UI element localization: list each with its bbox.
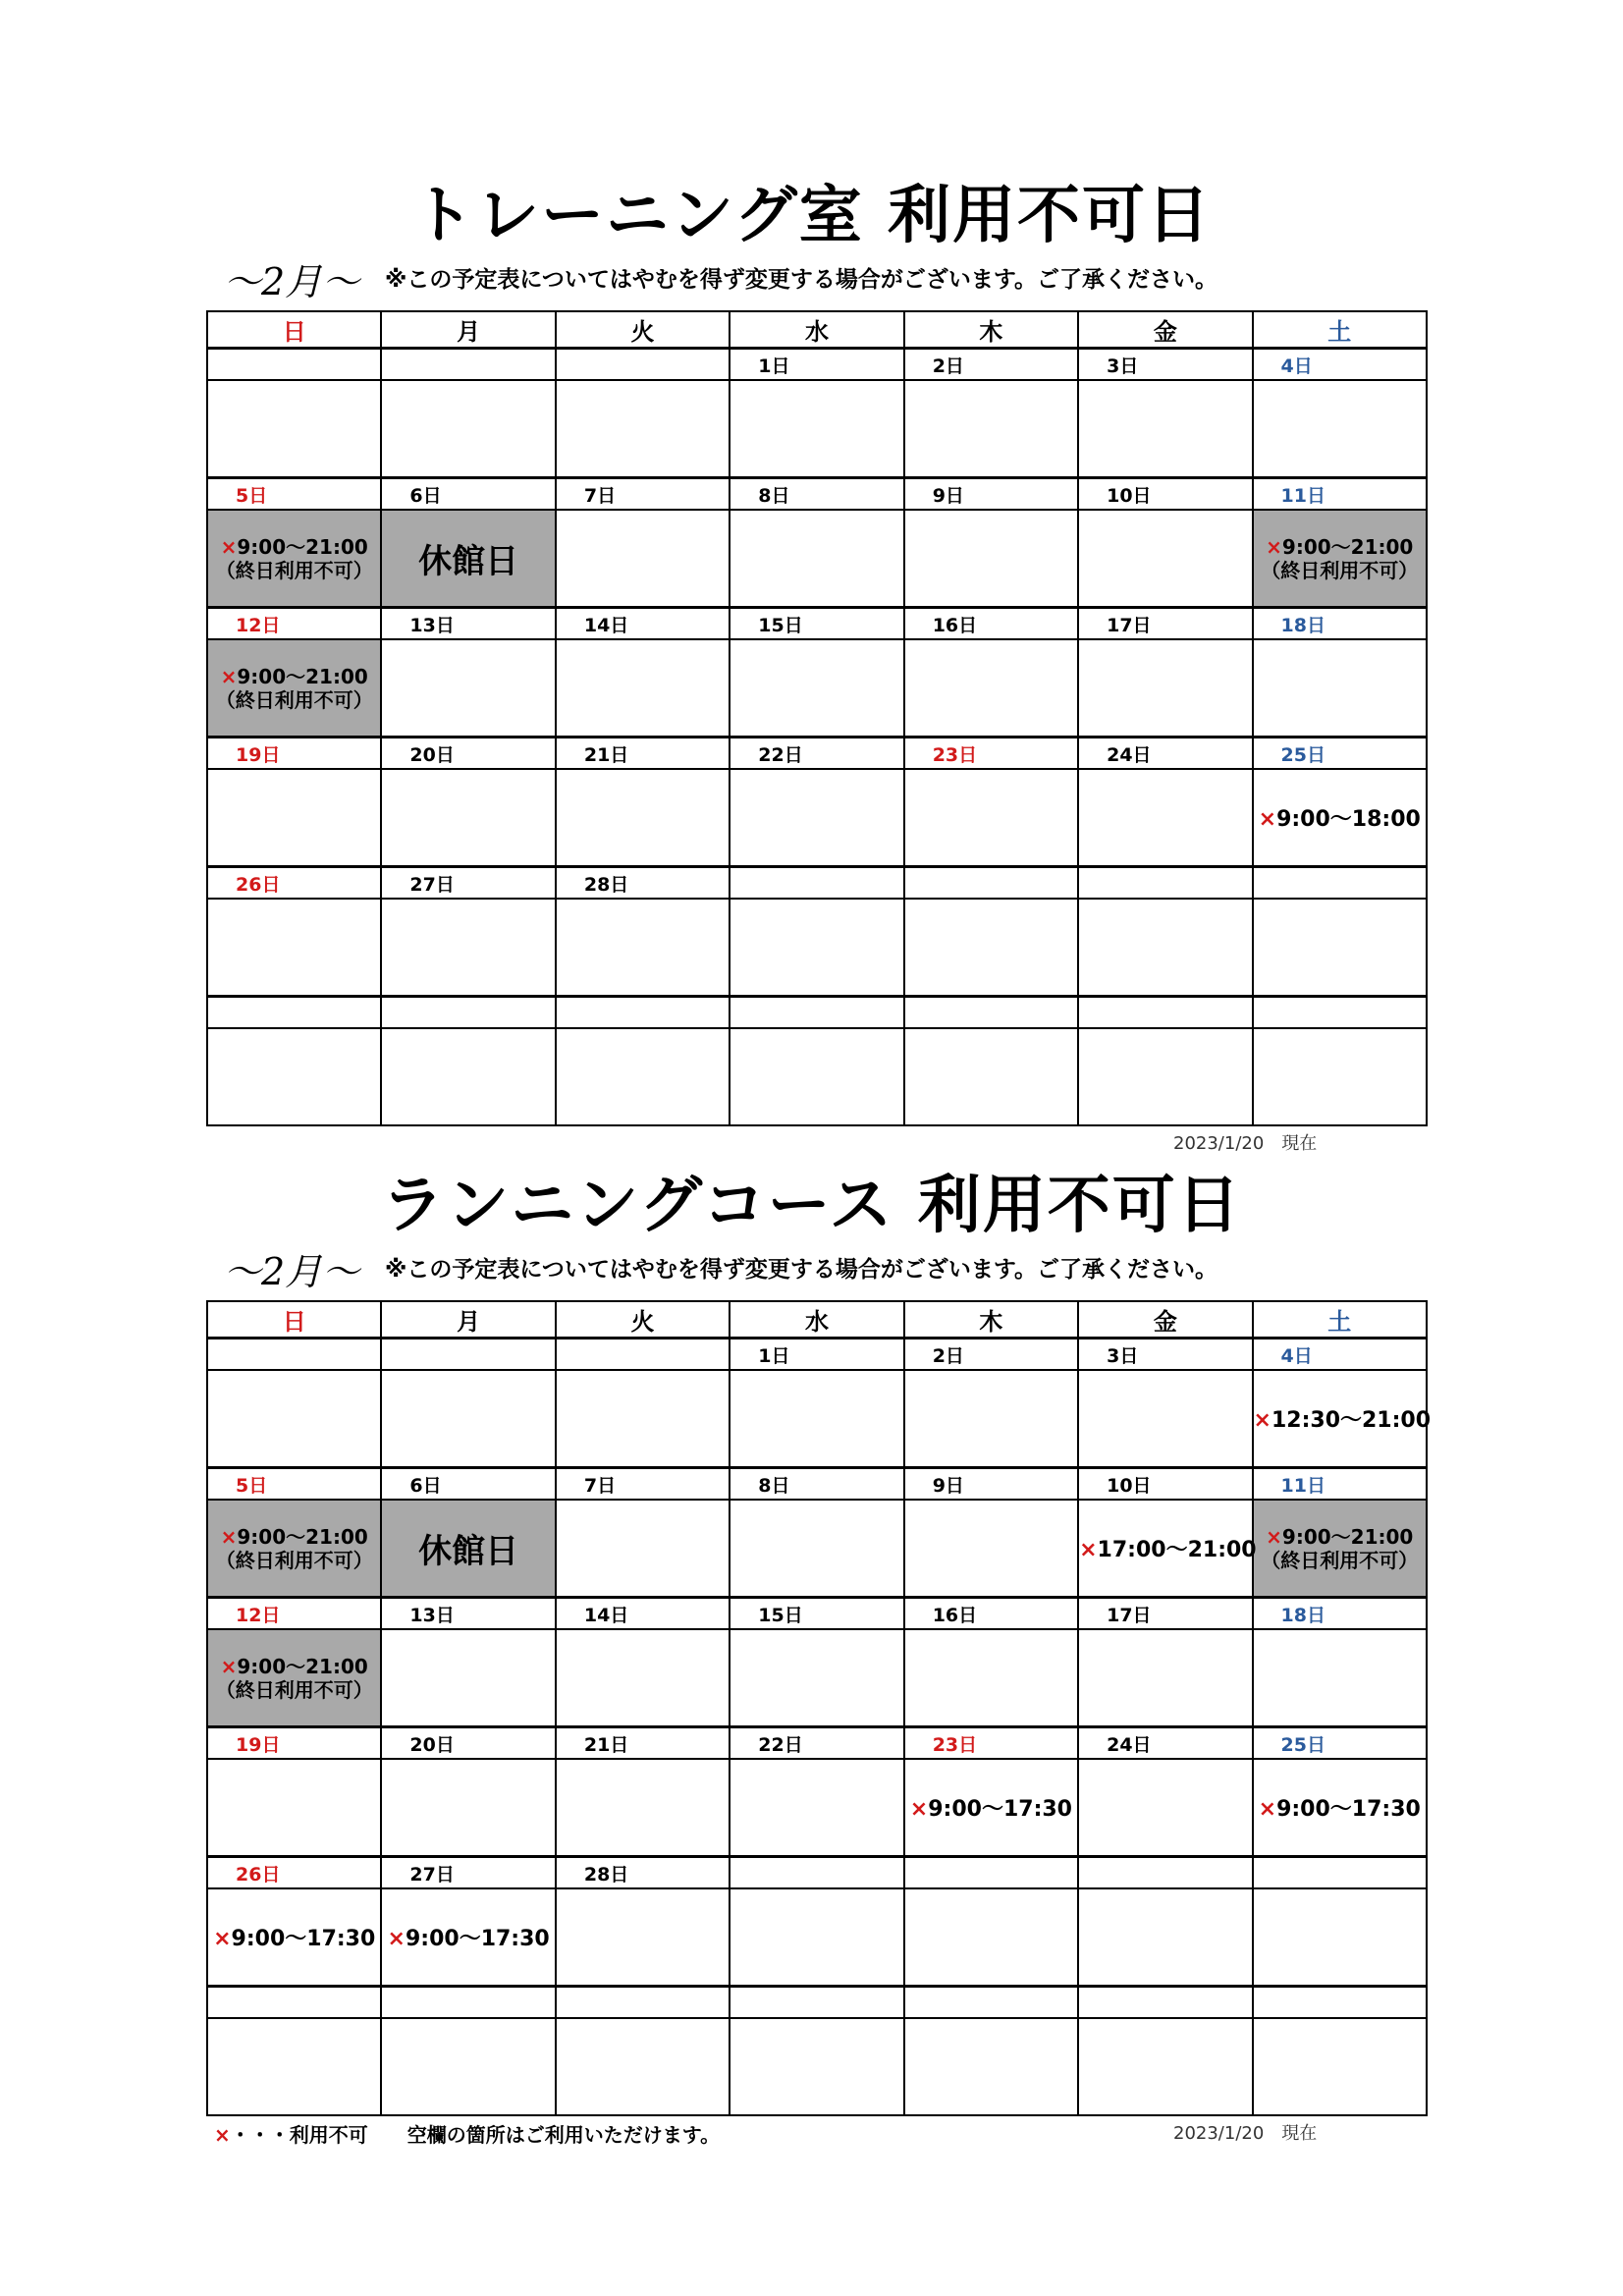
date-label: 12日 [207, 608, 381, 640]
day-cell [730, 2018, 903, 2115]
date-label: 22日 [730, 738, 903, 770]
date-label [381, 997, 555, 1029]
date-label: 19日 [207, 1727, 381, 1760]
legend-blank-text: 空欄の箇所はご利用いただけます。 [406, 2123, 721, 2147]
calendar-week [207, 1339, 1432, 1468]
day-cell [730, 1500, 903, 1598]
calendar-week [207, 1598, 1427, 1727]
date-label [381, 349, 555, 381]
date-label [1078, 1857, 1252, 1889]
date-label: 21日 [556, 738, 730, 770]
legend-mark-text: ・・・利用不可 [230, 2123, 368, 2147]
day-cell [904, 1370, 1078, 1468]
date-label [1078, 1987, 1252, 2019]
date-label [904, 997, 1078, 1029]
weekday-header: 木 [904, 311, 1078, 349]
day-cell [1253, 2018, 1427, 2115]
day-cell [1253, 1629, 1427, 1727]
weekday-header: 水 [730, 1301, 903, 1339]
day-cell [1078, 639, 1252, 738]
day-cell [904, 1759, 1078, 1857]
day-cell [1253, 639, 1427, 738]
date-label: 12日 [207, 1598, 381, 1630]
day-cell [381, 1759, 555, 1857]
date-label: 19日 [207, 738, 381, 770]
date-label [381, 1987, 555, 2019]
date-label: 21日 [556, 1727, 730, 1760]
day-cell [207, 1629, 381, 1727]
date-label [730, 1987, 903, 2019]
closed-day-label: 休館日 [418, 542, 519, 581]
weekday-header: 日 [207, 311, 381, 349]
training-as-of: 2023/1/20 現在 [1173, 1133, 1318, 1154]
day-cell [904, 380, 1078, 478]
day-cell [556, 899, 730, 997]
date-label: 3日 [1078, 1339, 1252, 1371]
date-label: 2日 [904, 1339, 1078, 1371]
day-cell [556, 1370, 730, 1468]
date-label: 24日 [1078, 1727, 1252, 1760]
date-label: 18日 [1253, 608, 1427, 640]
unavailable-time: ×12:30～21:00 [1253, 1408, 1432, 1433]
date-label [207, 997, 381, 1029]
day-cell [207, 1759, 381, 1857]
running-calendar [206, 1300, 1432, 2116]
date-label: 13日 [381, 608, 555, 640]
date-label: 11日 [1253, 478, 1427, 511]
calendar-week [207, 608, 1427, 738]
day-cell [904, 639, 1078, 738]
day-cell [1078, 1759, 1252, 1857]
date-label: 13日 [381, 1598, 555, 1630]
date-label: 8日 [730, 1468, 903, 1501]
calendar-week [207, 738, 1427, 867]
date-label: 18日 [1253, 1598, 1427, 1630]
day-cell [207, 510, 381, 608]
calendar-week [207, 1468, 1427, 1598]
date-label [556, 997, 730, 1029]
day-cell [1078, 1370, 1252, 1468]
date-label: 22日 [730, 1727, 903, 1760]
day-cell [556, 2018, 730, 2115]
day-cell [556, 1759, 730, 1857]
day-cell [381, 1500, 555, 1598]
day-cell [207, 1370, 381, 1468]
running-as-of: 2023/1/20 現在 [1173, 2123, 1318, 2144]
date-label: 5日 [207, 1468, 381, 1501]
date-label: 17日 [1078, 1598, 1252, 1630]
legend-mark: × [214, 2123, 231, 2147]
unavailable-time: ×9:00～17:30 [213, 1927, 376, 1951]
day-cell [730, 510, 903, 608]
date-label: 28日 [556, 867, 730, 900]
date-label: 6日 [381, 478, 555, 511]
date-label: 5日 [207, 478, 381, 511]
weekday-header: 金 [1078, 1301, 1252, 1339]
calendar-week [207, 478, 1427, 608]
unavailable-all-day: ×9:00～21:00 （終日利用不可） [1261, 534, 1419, 582]
calendar-week [207, 1987, 1427, 2116]
date-label [207, 1987, 381, 2019]
date-label [904, 1857, 1078, 1889]
date-label [730, 1857, 903, 1889]
day-cell [1253, 1370, 1432, 1468]
date-label: 1日 [730, 349, 903, 381]
day-cell [556, 1028, 730, 1125]
training-note: ※この予定表についてはやむを得ず変更する場合がございます。ご了承ください。 [385, 267, 1218, 293]
day-cell [1253, 1500, 1427, 1598]
date-label [556, 1987, 730, 2019]
day-cell [1078, 510, 1252, 608]
day-cell [730, 1370, 903, 1468]
weekday-header: 金 [1078, 311, 1252, 349]
day-cell [381, 639, 555, 738]
date-label: 16日 [904, 608, 1078, 640]
date-label: 15日 [730, 608, 903, 640]
day-cell [1078, 380, 1252, 478]
date-label [904, 867, 1078, 900]
date-label: 15日 [730, 1598, 903, 1630]
day-cell [904, 2018, 1078, 2115]
day-cell [207, 899, 381, 997]
unavailable-all-day: ×9:00～21:00 （終日利用不可） [1261, 1524, 1419, 1572]
date-label: 23日 [904, 738, 1078, 770]
day-cell [207, 769, 381, 867]
date-label: 1日 [730, 1339, 903, 1371]
day-cell [1078, 1028, 1252, 1125]
date-label [1078, 867, 1252, 900]
day-cell [381, 380, 555, 478]
day-cell [381, 2018, 555, 2115]
day-cell [1253, 899, 1427, 997]
date-label: 14日 [556, 1598, 730, 1630]
date-label [556, 349, 730, 381]
unavailable-all-day: ×9:00～21:00 （終日利用不可） [215, 1654, 373, 1702]
day-cell [1078, 899, 1252, 997]
day-cell [904, 1028, 1078, 1125]
date-label: 17日 [1078, 608, 1252, 640]
unavailable-all-day: ×9:00～21:00 （終日利用不可） [215, 1524, 373, 1572]
day-cell [1253, 769, 1427, 867]
running-note: ※この予定表についてはやむを得ず変更する場合がございます。ご了承ください。 [385, 1257, 1218, 1283]
date-label: 14日 [556, 608, 730, 640]
date-label: 4日 [1253, 349, 1427, 381]
day-cell [381, 510, 555, 608]
day-cell [207, 2018, 381, 2115]
date-label: 8日 [730, 478, 903, 511]
day-cell [730, 1629, 903, 1727]
date-label [1253, 997, 1427, 1029]
day-cell [1253, 1888, 1427, 1987]
weekday-header: 火 [556, 1301, 730, 1339]
unavailable-time: ×17:00～21:00 [1079, 1538, 1257, 1562]
date-label: 3日 [1078, 349, 1252, 381]
day-cell [556, 769, 730, 867]
day-cell [1253, 1028, 1427, 1125]
date-label: 9日 [904, 1468, 1078, 1501]
day-cell [556, 1629, 730, 1727]
date-label: 2日 [904, 349, 1078, 381]
day-cell [556, 1888, 730, 1987]
date-label [730, 867, 903, 900]
date-label: 28日 [556, 1857, 730, 1889]
day-cell [730, 899, 903, 997]
day-cell [1078, 1888, 1252, 1987]
weekday-header: 日 [207, 1301, 381, 1339]
date-label [1253, 1857, 1427, 1889]
date-label [1253, 867, 1427, 900]
date-label: 24日 [1078, 738, 1252, 770]
weekday-header: 土 [1253, 1301, 1427, 1339]
day-cell [556, 510, 730, 608]
date-label: 16日 [904, 1598, 1078, 1630]
legend [214, 2119, 720, 2148]
date-label [381, 1339, 555, 1371]
date-label: 10日 [1078, 1468, 1252, 1501]
day-cell [904, 1629, 1078, 1727]
day-cell [1078, 2018, 1252, 2115]
date-label [904, 1987, 1078, 2019]
day-cell [904, 1888, 1078, 1987]
day-cell [207, 380, 381, 478]
running-title: ランニングコース 利用不可日 [381, 1170, 1242, 1242]
day-cell [904, 1500, 1078, 1598]
date-label [1078, 997, 1252, 1029]
day-cell [381, 769, 555, 867]
date-label: 26日 [207, 867, 381, 900]
date-label: 7日 [556, 1468, 730, 1501]
date-label: 25日 [1253, 1727, 1427, 1760]
day-cell [730, 380, 903, 478]
training-calendar [206, 310, 1428, 1126]
unavailable-time: ×9:00～17:30 [387, 1927, 550, 1951]
day-cell [730, 769, 903, 867]
calendar-week [207, 1857, 1427, 1987]
day-cell [207, 639, 381, 738]
date-label: 11日 [1253, 1468, 1427, 1501]
weekday-header: 月 [381, 1301, 555, 1339]
running-month-label: ～2月～ [224, 1250, 360, 1293]
weekday-header: 火 [556, 311, 730, 349]
day-cell [1253, 510, 1427, 608]
day-cell [556, 380, 730, 478]
day-cell [1078, 1500, 1257, 1598]
calendar-week [207, 349, 1427, 478]
day-cell [381, 1028, 555, 1125]
calendar-week [207, 1727, 1427, 1857]
day-cell [1253, 1759, 1427, 1857]
unavailable-time: ×9:00～18:00 [1258, 807, 1421, 832]
unavailable-all-day: ×9:00～21:00 （終日利用不可） [215, 664, 373, 712]
day-cell [207, 1028, 381, 1125]
day-cell [556, 639, 730, 738]
day-cell [381, 1629, 555, 1727]
date-label: 20日 [381, 1727, 555, 1760]
day-cell [730, 1759, 903, 1857]
day-cell [207, 1888, 381, 1987]
day-cell [730, 639, 903, 738]
weekday-header: 木 [904, 1301, 1078, 1339]
date-label [730, 997, 903, 1029]
day-cell [730, 1028, 903, 1125]
date-label: 4日 [1253, 1339, 1427, 1371]
date-label [207, 1339, 381, 1371]
day-cell [381, 899, 555, 997]
date-label: 7日 [556, 478, 730, 511]
day-cell [904, 769, 1078, 867]
training-month-label: ～2月～ [224, 260, 360, 303]
day-cell [1253, 380, 1427, 478]
date-label: 27日 [381, 1857, 555, 1889]
weekday-header: 水 [730, 311, 903, 349]
day-cell [207, 1500, 381, 1598]
calendar-week [207, 997, 1427, 1126]
day-cell [730, 1888, 903, 1987]
date-label [207, 349, 381, 381]
unavailable-all-day: ×9:00～21:00 （終日利用不可） [215, 534, 373, 582]
date-label: 27日 [381, 867, 555, 900]
day-cell [1078, 769, 1252, 867]
closed-day-label: 休館日 [418, 1532, 519, 1571]
date-label [1253, 1987, 1427, 2019]
day-cell [1078, 1629, 1252, 1727]
day-cell [904, 899, 1078, 997]
date-label [556, 1339, 730, 1371]
unavailable-time: ×9:00～17:30 [1258, 1797, 1421, 1822]
date-label: 26日 [207, 1857, 381, 1889]
weekday-header: 月 [381, 311, 555, 349]
day-cell [556, 1500, 730, 1598]
day-cell [381, 1888, 555, 1987]
unavailable-time: ×9:00～17:30 [909, 1797, 1072, 1822]
weekday-header: 土 [1253, 311, 1427, 349]
calendar-week [207, 867, 1427, 997]
date-label: 25日 [1253, 738, 1427, 770]
date-label: 20日 [381, 738, 555, 770]
date-label: 23日 [904, 1727, 1078, 1760]
training-title: トレーニング室 利用不可日 [411, 180, 1212, 252]
date-label: 9日 [904, 478, 1078, 511]
date-label: 6日 [381, 1468, 555, 1501]
day-cell [904, 510, 1078, 608]
day-cell [381, 1370, 555, 1468]
date-label: 10日 [1078, 478, 1252, 511]
